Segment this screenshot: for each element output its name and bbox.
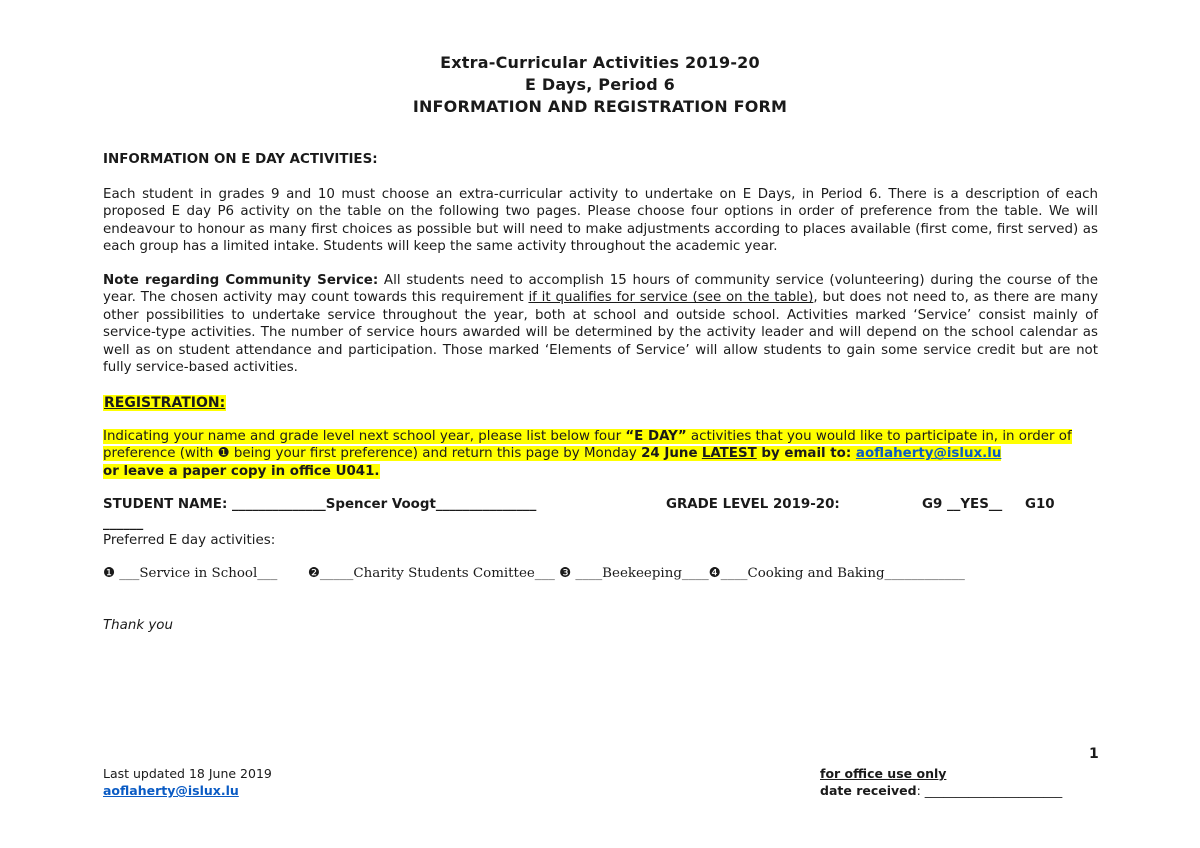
grade-g10: G10 (1025, 497, 1055, 512)
reg-by-email: by email to: (756, 446, 856, 462)
student-name-row (103, 497, 536, 512)
reg-text-2: activities that you would like to participate in, in order of preference (with ❶ being your first preference) and return this page by Monday (103, 429, 1072, 462)
reg-date: 24 June (641, 446, 698, 462)
reg-paper-copy: or leave a paper copy in office U041. (103, 463, 380, 479)
note-underlined: if it qualifies for service (see on the table) (528, 290, 814, 306)
choice-3: ❸ ____Beekeeping____ (559, 566, 709, 581)
registration-email-link[interactable]: aoflaherty@islux.lu (855, 446, 1002, 462)
reg-eday: “E DAY” (625, 429, 687, 444)
preferences-label: Preferred E day activities: (103, 533, 276, 548)
note-colon: : (372, 273, 379, 288)
footer-left (103, 765, 272, 799)
note-text-2: , but does not need to, as there are many other possibilities to undertake service throughout the year, both at school and outside school. Activities marked ‘Service’ consist mainly of service-type activities. The number of service hours awarded will be determined by the activity leader and will depend on the school calendar as well as on student attendance and participation. Those marked ‘Elements of Service’ will allow students to gain some service credit but are not fully service-based activities. (103, 290, 1098, 376)
page-number: 1 (1089, 746, 1099, 762)
reg-latest: LATEST (701, 446, 757, 462)
footer-email-link[interactable]: aoflaherty@islux.lu (103, 783, 239, 798)
date-received-colon: : (916, 783, 921, 798)
document-subtitle: E Days, Period 6 (525, 75, 675, 94)
document-title: Extra-Curricular Activities 2019-20 (440, 53, 760, 72)
office-use-label: for office use only (820, 766, 947, 781)
student-name-value: Spencer Voogt (325, 497, 436, 512)
reg-text-1: Indicating your name and grade level next school year, please list below four (103, 429, 626, 444)
info-heading: INFORMATION ON E DAY ACTIVITIES: (103, 152, 378, 167)
note-text-1: All students need to accomplish 15 hours of community service (volunteering) during the course of the year. The chosen activity may count towards this requirement (103, 273, 1099, 306)
grade-g9: G9 __YES__ (922, 497, 1003, 512)
grade-level-label: GRADE LEVEL 2019-20: (666, 497, 840, 512)
date-received-row (820, 782, 1062, 799)
form-title: INFORMATION AND REGISTRATION FORM (412, 97, 788, 116)
grade-g10-line: ______ (103, 516, 144, 531)
date-received-label: date received (820, 783, 917, 798)
note-label: Note regarding Community Service (103, 273, 373, 288)
registration-heading: REGISTRATION: (104, 395, 226, 411)
community-service-note (103, 272, 1098, 376)
footer-right (820, 765, 1062, 799)
registration-instructions (103, 428, 1098, 480)
preference-choices (103, 566, 965, 581)
student-name-label: STUDENT NAME: (103, 497, 232, 512)
student-name-line-before: ______________ (231, 497, 326, 512)
student-name-line-after: _______________ (435, 497, 537, 512)
info-paragraph: Each student in grades 9 and 10 must choose an extra-curricular activity to undertake on E Days, in Period 6. There is a description of each proposed E day P6 activity on the table on the following two pages. Please choose four options in order of preference from the table. We will endeavour to honour as many first choices as possible but will need to make adjustments according to places available (first come, first served) as each group has a limited intake. Students will keep the same activity throughout the academic year. (103, 187, 1098, 255)
choice-4: ❹____Cooking and Baking____________ (708, 566, 965, 581)
choice-1: ❶ ___Service in School___ (103, 566, 278, 581)
choice-2: ❷_____Charity Students Comittee___ (307, 566, 555, 581)
last-updated: Last updated 18 June 2019 (103, 766, 272, 781)
date-received-line: ______________________ (920, 783, 1063, 798)
thank-you: Thank you (103, 618, 173, 633)
